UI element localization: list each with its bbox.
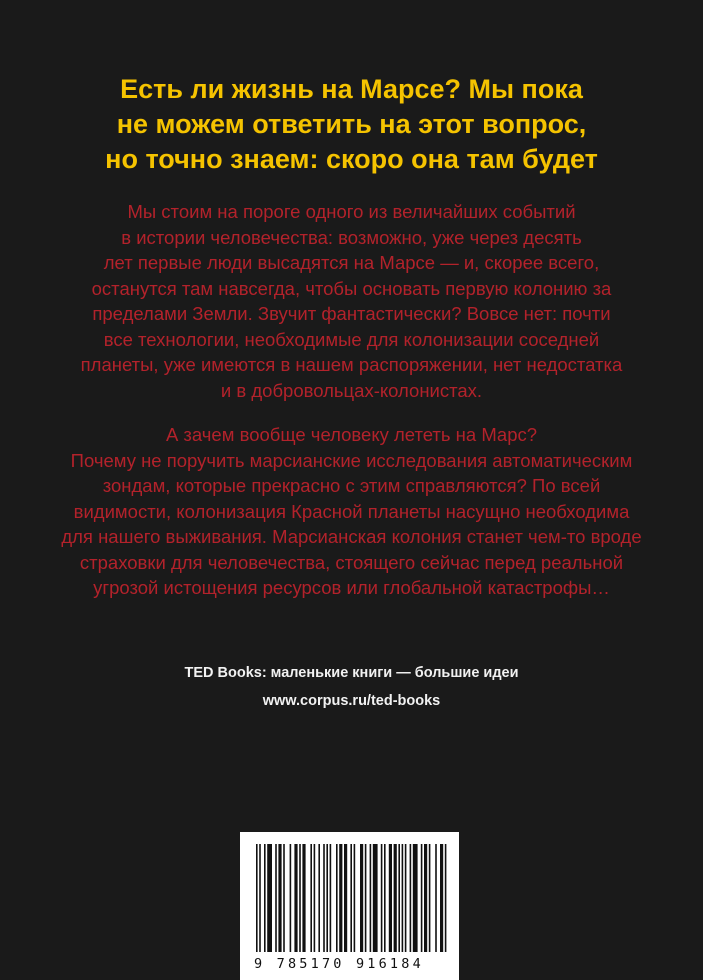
barcode-bar: [275, 844, 277, 952]
barcode-bar: [354, 844, 356, 952]
barcode-bar: [384, 844, 386, 952]
barcode-bar: [410, 844, 412, 952]
barcode-digits: 9 785170 916184: [254, 956, 424, 972]
barcode-bar: [344, 844, 347, 952]
paragraph-line: видимости, колонизация Красной планеты насущно необходима: [73, 500, 630, 522]
barcode-bar: [326, 844, 328, 952]
barcode-bar: [339, 844, 342, 952]
barcode-bar: [413, 844, 418, 952]
barcode-bar: [264, 844, 266, 952]
barcode-bar: [310, 844, 312, 952]
description-paragraph-1: [40, 199, 663, 403]
barcode-bar: [283, 844, 285, 952]
headline-line: Есть ли жизнь на Марсе? Мы пока: [120, 74, 583, 104]
barcode-bar: [365, 844, 367, 952]
headline-line: но точно знаем: скоро она там будет: [105, 144, 598, 174]
barcode-bar: [318, 844, 320, 952]
series-url: www.corpus.ru/ted-books: [262, 693, 441, 709]
paragraph-line: все технологии, необходимые для колонизации соседней: [103, 328, 600, 350]
barcode-bar: [314, 844, 316, 952]
barcode-bar: [389, 844, 392, 952]
paragraph-line: останутся там навсегда, чтобы основать первую колонию за: [91, 277, 612, 299]
barcode-bar: [405, 844, 407, 952]
barcode-bar: [350, 844, 352, 952]
barcode-bar: [267, 844, 272, 952]
barcode-bar: [370, 844, 372, 952]
barcode-bar: [394, 844, 397, 952]
barcode-bar: [424, 844, 427, 952]
barcode-bar: [373, 844, 378, 952]
barcode-bar: [381, 844, 383, 952]
barcode-bar: [278, 844, 281, 952]
barcode-bar: [360, 844, 363, 952]
barcode-bar: [302, 844, 305, 952]
paragraph-line: и в добровольцах-колонистах.: [220, 379, 483, 401]
barcode-bar: [294, 844, 297, 952]
barcode-bar: [299, 844, 301, 952]
headline: [40, 72, 663, 177]
barcode-bar: [330, 844, 332, 952]
barcode: [240, 832, 459, 980]
paragraph-line: лет первые люди высадятся на Марсе — и, скорее всего,: [103, 252, 600, 273]
paragraph-line: Мы стоим на пороге одного из величайших событий: [127, 201, 576, 222]
paragraph-line: Почему не поручить марсианские исследования автоматическим: [70, 449, 633, 471]
barcode-bar: [256, 844, 258, 952]
barcode-bar: [290, 844, 292, 952]
paragraph-line: планеты, уже имеются в нашем распоряжении, нет недостатка: [80, 354, 623, 375]
paragraph-line: А зачем вообще человеку лететь на Марс?: [165, 424, 538, 445]
barcode-bar: [259, 844, 261, 952]
barcode-bar: [402, 844, 404, 952]
paragraph-line: зондам, которые прекрасно с этим справляются? По всей: [102, 475, 601, 496]
headline-line: не можем ответить на этот вопрос,: [116, 109, 587, 139]
paragraph-line: угрозой истощения ресурсов или глобальной катастрофы…: [93, 577, 610, 598]
paragraph-line: пределами Земли. Звучит фантастически? Вовсе нет: почти: [92, 303, 611, 324]
paragraph-line: для нашего выживания. Марсианская колония станет чем-то вроде: [61, 526, 642, 547]
barcode-bar: [336, 844, 338, 952]
barcode-bar: [398, 844, 400, 952]
barcode-bar: [429, 844, 431, 952]
description-paragraph-2: [40, 422, 663, 601]
paragraph-line: в истории человечества: возможно, уже через десять: [121, 226, 582, 248]
barcode-bar: [421, 844, 423, 952]
barcode-bar: [323, 844, 325, 952]
barcode-bar: [440, 844, 443, 952]
barcode-bar: [445, 844, 447, 952]
barcode-bar: [435, 844, 437, 952]
series-tagline: TED Books: маленькие книги — большие идеи: [184, 665, 519, 681]
paragraph-line: страховки для человечества, стоящего сейчас перед реальной: [79, 551, 624, 573]
